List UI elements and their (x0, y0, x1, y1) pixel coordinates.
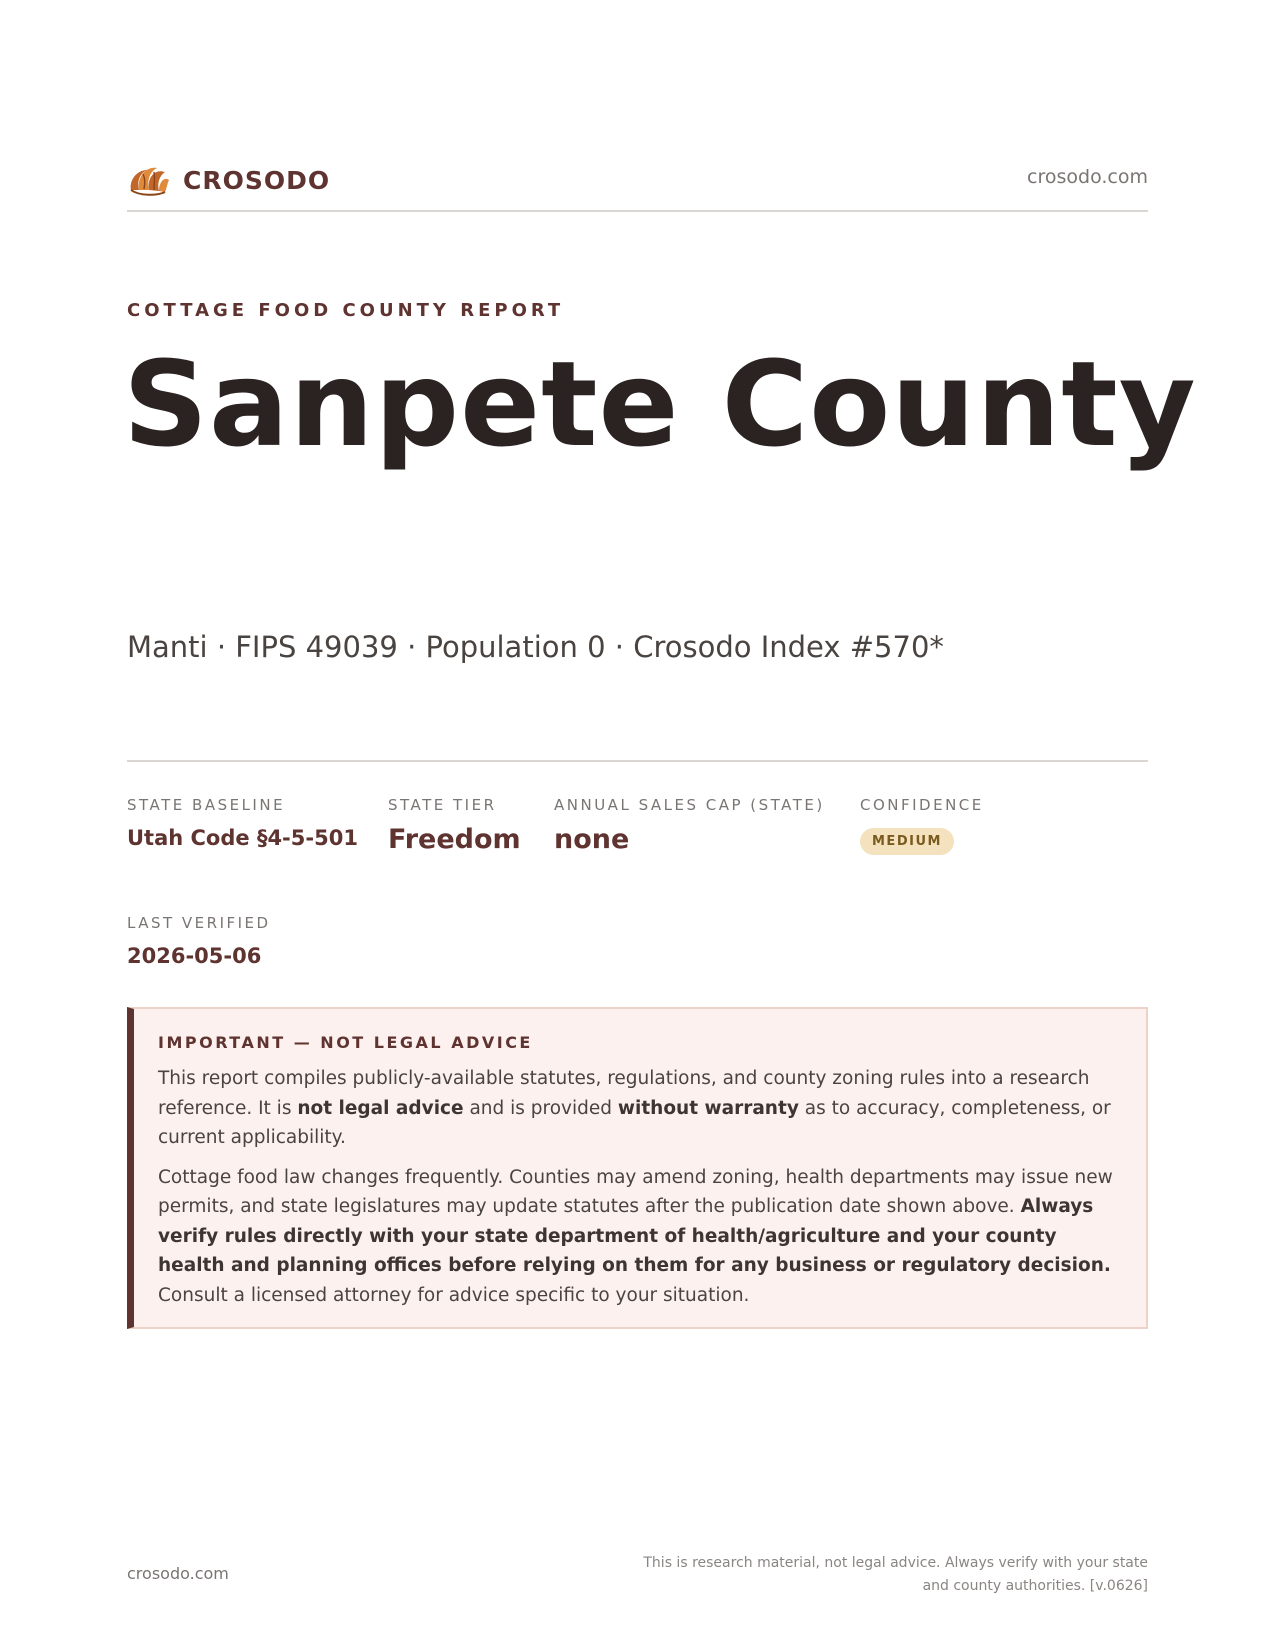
footer-disclaimer-line: and county authorities. [v.0626] (922, 1578, 1148, 1594)
section-divider (127, 760, 1148, 762)
confidence-badge: MEDIUM (860, 828, 954, 855)
county-meta-line: Manti · FIPS 49039 · Population 0 · Crosodo Index #570* (127, 630, 944, 664)
brand-name: CROSODO (183, 165, 331, 195)
site-url-link[interactable]: crosodo.com (1027, 166, 1148, 188)
brand-header (127, 158, 1148, 212)
page-title: Sanpete County (123, 335, 1197, 473)
fact-label: LAST VERIFIED (127, 914, 271, 932)
legal-notice (127, 1007, 1148, 1329)
fact-value: none (554, 824, 630, 855)
fact-label: CONFIDENCE (860, 796, 984, 814)
fact-label: ANNUAL SALES CAP (STATE) (554, 796, 825, 814)
report-page (123, 0, 1197, 1650)
report-eyebrow: COTTAGE FOOD COUNTY REPORT (127, 300, 565, 321)
footer-disclaimer-line: This is research material, not legal advice. Always verify with your state (643, 1555, 1148, 1571)
fact-annual-sales-cap (554, 796, 825, 855)
fact-label: STATE TIER (388, 796, 497, 814)
notice-paragraph: Cottage food law changes frequently. Counties may amend zoning, health departments may issue new permits, and state legislatures may update statutes after the publication date shown above. Always verify rules directly with your state department of health/agriculture and your county health and planning offices before relying on them for any business or regulatory decision. Consult a licensed attorney for advice specific to your situation. (158, 1166, 1113, 1306)
fact-label: STATE BASELINE (127, 796, 286, 814)
brand-logo[interactable] (127, 160, 330, 200)
notice-title: IMPORTANT — NOT LEGAL ADVICE (158, 1033, 533, 1052)
fact-last-verified (127, 914, 271, 968)
fact-state-baseline (127, 796, 358, 850)
footer-disclaimer (628, 1552, 1148, 1598)
fact-state-tier (388, 796, 521, 855)
notice-paragraph: This report compiles publicly-available statutes, regulations, and county zoning rules into a research reference. It is not legal advice and is provided without warranty as to accuracy, completeness, or current applicability. (158, 1068, 1111, 1148)
footer-site-url[interactable]: crosodo.com (127, 1564, 229, 1583)
fact-value: Freedom (388, 824, 521, 855)
croissant-icon (127, 160, 171, 200)
fact-value: Utah Code §4-5-501 (127, 826, 358, 850)
fact-confidence (860, 796, 984, 855)
fact-value: 2026-05-06 (127, 944, 262, 968)
